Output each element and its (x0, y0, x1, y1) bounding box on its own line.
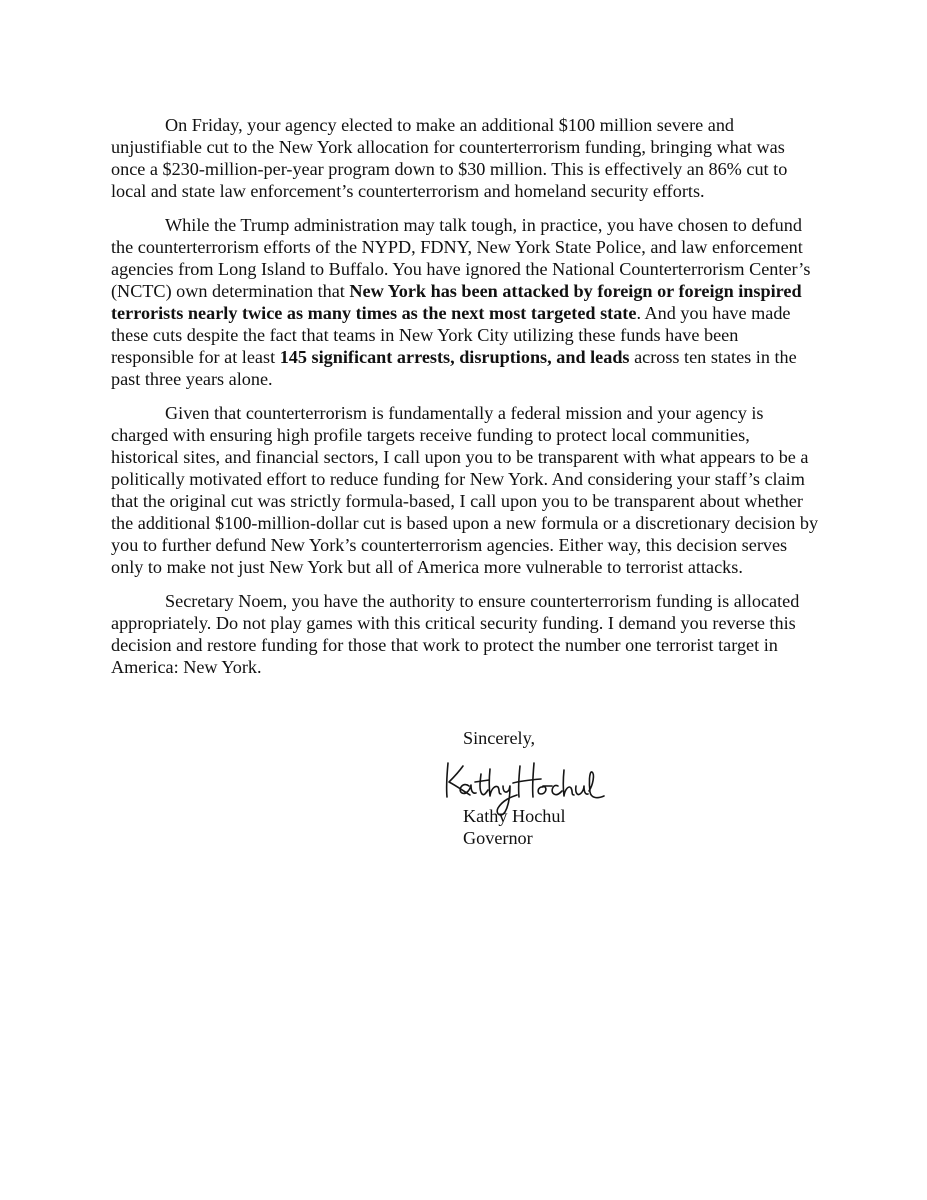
text-line (111, 446, 823, 468)
text-line (111, 114, 823, 136)
paragraph-2 (111, 214, 823, 390)
text-run: America: New York. (111, 657, 262, 677)
signature-stroke (513, 779, 541, 783)
text-line (111, 136, 823, 158)
text-run: responsible for at least (111, 347, 280, 367)
text-line (111, 214, 823, 236)
text-run: the counterterrorism efforts of the NYPD, FDNY, New York State Police, and law enforcement (111, 237, 803, 257)
signature-stroke (552, 785, 562, 794)
text-run: . And you have made (636, 303, 791, 323)
signature-stroke (489, 769, 501, 796)
text-run: historical sites, and financial sectors, I call upon you to be transparent with what appears to be a (111, 447, 809, 467)
text-run: agencies from Long Island to Buffalo. You have ignored the National Counterterrorism Center’s (111, 259, 811, 279)
text-run: On Friday, your agency elected to make an additional $100 million severe and (165, 115, 735, 135)
text-run: only to make not just New York but all of America more vulnerable to terrorist attacks. (111, 557, 743, 577)
signature-stroke (576, 786, 588, 795)
bold-text: New York has been attacked by foreign or foreign inspired (349, 281, 802, 301)
text-run: Secretary Noem, you have the authority to ensure counterterrorism funding is allocated (165, 591, 800, 611)
text-run: unjustifiable cut to the New York allocation for counterterrorism funding, bringing what was (111, 137, 785, 157)
text-line (111, 534, 823, 556)
text-line (111, 590, 823, 612)
text-line (111, 424, 823, 446)
text-line (111, 512, 823, 534)
text-line (111, 236, 823, 258)
text-run: across ten states in the (629, 347, 797, 367)
text-line (111, 556, 823, 578)
text-run: (NCTC) own determination that (111, 281, 350, 301)
signature-stroke (563, 770, 574, 796)
text-run: While the Trump administration may talk tough, in practice, you have chosen to defund (165, 215, 802, 235)
text-line (111, 180, 823, 202)
paragraph-4 (111, 590, 823, 678)
text-line (111, 346, 823, 368)
letter-body (111, 114, 823, 690)
text-run: local and state law enforcement’s counterterrorism and homeland security efforts. (111, 181, 705, 201)
text-line (111, 280, 823, 302)
text-line (111, 656, 823, 678)
text-line (111, 634, 823, 656)
signature-stroke (497, 786, 517, 815)
signer-name: Kathy Hochul (463, 806, 566, 826)
signature (430, 750, 620, 825)
text-line (111, 302, 823, 324)
text-run: these cuts despite the fact that teams in New York City utilizing these funds have been (111, 325, 739, 345)
signature-stroke (475, 780, 489, 782)
text-line (111, 612, 823, 634)
text-run: the additional $100-million-dollar cut is based upon a new formula or a discretionary decision by (111, 513, 819, 533)
complimentary-close: Sincerely, (463, 728, 536, 748)
text-line (111, 490, 823, 512)
signature-stroke (538, 786, 552, 794)
text-line (111, 402, 823, 424)
signature-stroke (589, 772, 604, 798)
bold-text: terrorists nearly twice as many times as the next most targeted state (111, 303, 637, 323)
text-run: once a $230-million-per-year program down to $30 million. This is effectively an 86% cut to (111, 159, 788, 179)
text-line (111, 158, 823, 180)
signer-title: Governor (463, 828, 533, 848)
text-run: that the original cut was strictly formula-based, I call upon you to be transparent about whether (111, 491, 803, 511)
paragraph-1 (111, 114, 823, 202)
text-run: charged with ensuring high profile targets receive funding to protect local communities, (111, 425, 750, 445)
text-line (111, 258, 823, 280)
signature-stroke (480, 774, 488, 795)
text-run: decision and restore funding for those that work to protect the number one terrorist target in (111, 635, 778, 655)
text-run: you to further defund New York’s counterterrorism agencies. Either way, this decision serves (111, 535, 788, 555)
paragraph-3 (111, 402, 823, 578)
text-run: appropriately. Do not play games with this critical security funding. I demand you reverse this (111, 613, 796, 633)
text-line (111, 468, 823, 490)
signature-stroke (447, 763, 448, 797)
text-run: Given that counterterrorism is fundamentally a federal mission and your agency is (165, 403, 764, 423)
text-line (111, 324, 823, 346)
text-run: past three years alone. (111, 369, 273, 389)
text-run: politically motivated effort to reduce funding for New York. And considering your staff’s claim (111, 469, 805, 489)
text-line (111, 368, 823, 390)
signature-stroke (460, 785, 476, 794)
bold-text: 145 significant arrests, disruptions, and leads (279, 347, 630, 367)
